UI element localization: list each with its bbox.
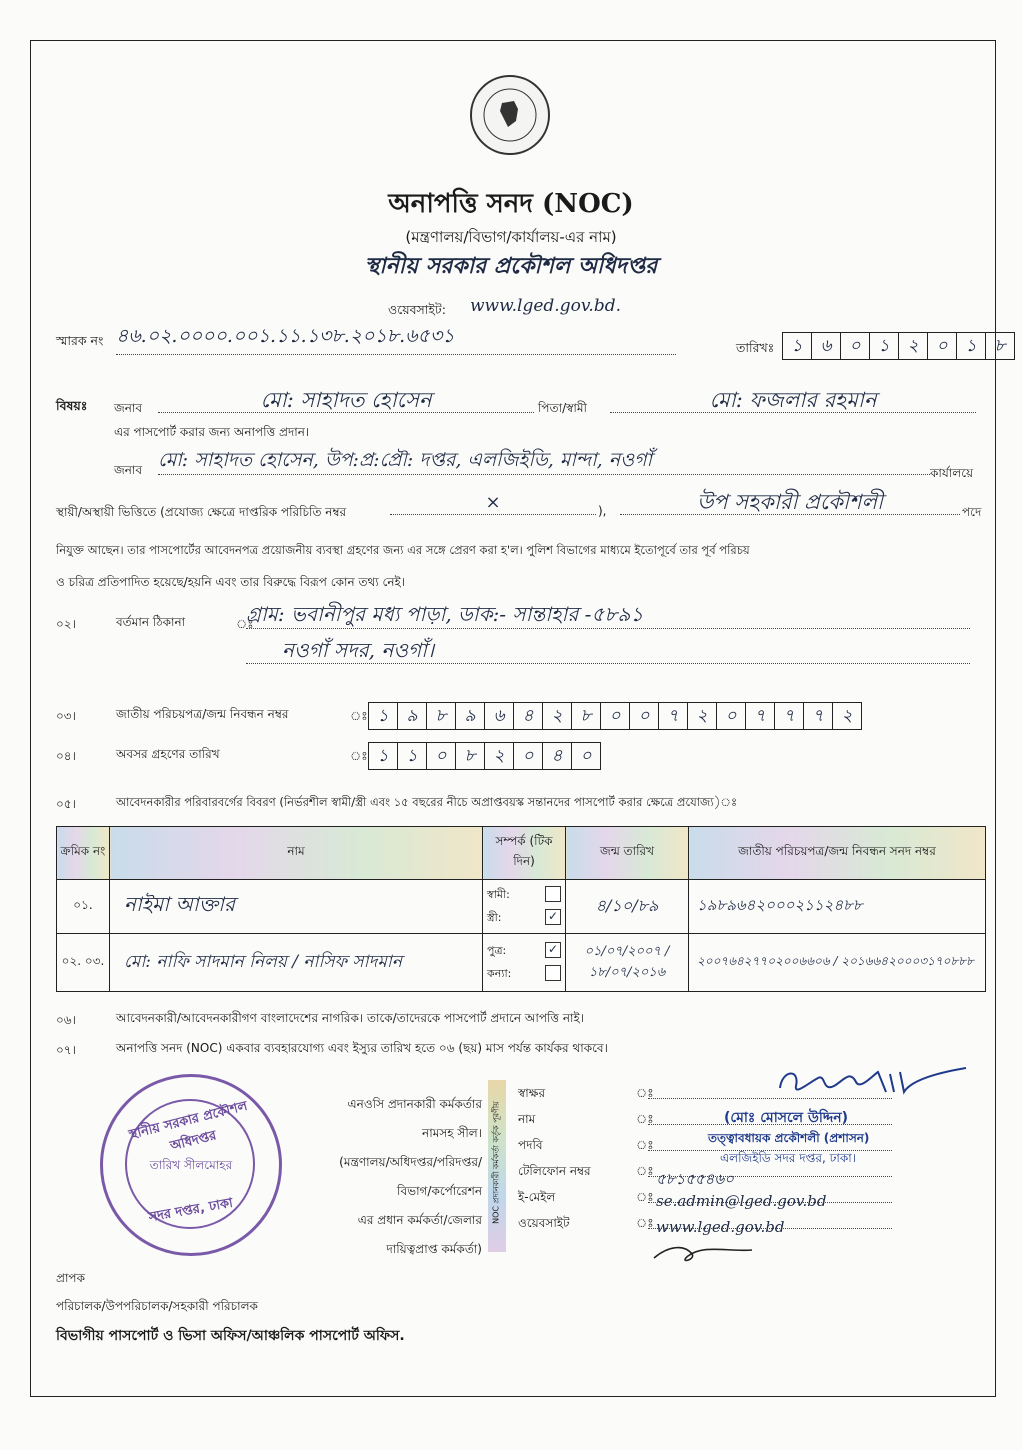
row-serial: ০১. [57,880,110,934]
issuer-line: এর প্রধান কর্মকর্তা/জেলার [357,1213,482,1227]
subject-janab: জনাব [114,401,143,415]
nid-digit: ৭ [804,703,833,729]
nid-digit: ০ [630,703,659,729]
retirement-digit: ০ [427,743,456,769]
item07-num: ০৭। [56,1043,76,1057]
subject-label: বিষয়ঃ [56,398,88,413]
colon: ঃ [636,1112,654,1126]
relation-husband-label: স্বামী: [487,887,510,901]
office-suffix: কার্যালয়ে [930,466,974,480]
date-digit: ০ [928,333,957,359]
field-label-name: নাম [518,1112,536,1126]
office-seal [100,1074,282,1256]
col-serial: ক্রমিক নং [57,827,110,880]
nid-digit: ৯ [398,703,427,729]
family-table-header [57,827,986,880]
item03-colon: ঃ [350,709,368,723]
item05-text: আবেদনকারীর পরিবারবর্গের বিবরণ (নির্ভরশীল স্বামী/স্ত্রী এবং ১৫ বছরের নীচে অপ্রাপ্তবয়স্ক সন্তানদের পাসপোর্ট করার ক্ষেত্রে প্রযোজ্য)ঃ [116,795,738,809]
date-digit: ১ [783,333,812,359]
row-nid: ২০০৭৬৪২৭৭০২০০৬৬০৬ / ২০১৬৬৪২০০০৩১৭০৮৮৮ [689,934,986,992]
row-name: নাইমা আক্তার [110,880,483,934]
field-label-phone: টেলিফোন নম্বর [518,1164,591,1178]
nid-digit: ৭ [775,703,804,729]
retirement-digit: ১ [369,743,398,769]
colon: ঃ [636,1138,654,1152]
item06-text: আবেদনকারী/আবেদনকারীগণ বাংলাদেশের নাগরিক। তাকে/তাদেরকে পাসপোর্ট প্রদানে আপত্তি নাই। [116,1011,585,1025]
father-name: মো: ফজলার রহমান [610,384,976,413]
post-suffix: পদে [962,505,982,519]
relation-son-label: পুত্র: [487,943,507,957]
relation-wife-label: স্ত্রী: [487,910,502,924]
recipient-label: প্রাপক [56,1271,85,1285]
signature-field-colons [636,1080,654,1236]
item06-num: ০৬। [56,1013,76,1027]
col-relation: সম্পর্ক (টিক দিন) [483,827,566,880]
initial-signature [648,1236,758,1270]
memo-label: স্মারক নং [56,333,104,348]
nid-digit: ২ [688,703,717,729]
body-para2: ও চরিত্র প্রতিপাদিত হয়েছে/হয়নি এবং তার বিরুদ্ধে বিরূপ কোন তথ্য নেই। [56,575,406,589]
office-name: স্থানীয় সরকার প্রকৌশল অধিদপ্তর [364,253,658,279]
phone-value: ৫৮১৫৫৪৬০ [656,1170,734,1188]
recipient-line1: পরিচালক/উপপরিচালক/সহকারী পরিচালক [56,1299,258,1313]
government-emblem [470,75,550,155]
item05-num: ০৫। [56,797,76,811]
col-name: নাম [110,827,483,880]
nid-digit: ৪ [514,703,543,729]
field-label-signature: স্বাক্ষর [518,1086,546,1100]
issuer-line: দায়িত্বপ্রাপ্ত কর্মকর্তা) [386,1242,482,1256]
applicant-name: মো: সাহাদত হোসেন [158,384,534,413]
designation: উপ সহকারী প্রকৌশলী [620,486,960,515]
subject-line2: এর পাসপোর্ট করার জন্য অনাপত্তি প্রদান। [114,425,310,439]
item02-label: বর্তমান ঠিকানা [116,615,186,629]
page-subtitle: (মন্ত্রণালয়/বিভাগ/কার্যালয়-এর নাম) [405,228,617,246]
retirement-digit: ২ [485,743,514,769]
item04-num: ০৪। [56,749,76,763]
row-name: মো: নাফি সাদমান নিলয় / নাসিফ সাদমান [110,934,483,992]
nid-digit: ০ [601,703,630,729]
colon: ঃ [636,1190,654,1204]
item04-label: অবসর গ্রহণের তারিখ [116,747,220,761]
issuer-line: বিভাগ/কর্পোরেশন [397,1184,482,1198]
item02-num: ০২। [56,617,76,631]
relation-daughter-checkbox[interactable] [545,965,561,981]
nid-digit: ১ [369,703,398,729]
item04-colon: ঃ [350,749,368,763]
col-nid: জাতীয় পরিচয়পত্র/জন্ম নিবন্ধন সনদ নম্বর [689,827,986,880]
date-digit: ২ [899,333,928,359]
issuer-line: নামসহ সীল। [422,1126,482,1140]
item07-text: অনাপত্তি সনদ (NOC) একবার ব্যবহারযোগ্য এবং ইস্যুর তারিখ হতে ০৬ (ছয়) মাস পর্যন্ত কার্যকর থাকবে। [116,1041,608,1055]
website-value: www.lged.gov.bd. [470,296,621,316]
email-value: se.admin@lged.gov.bd [656,1192,827,1210]
date-digit: ৬ [812,333,841,359]
issuer-description [290,1090,482,1264]
col-dob: জন্ম তারিখ [566,827,689,880]
retirement-digit: ১ [398,743,427,769]
row-relation [483,880,566,934]
row-dob: ৪/১০/৮৯ [566,880,689,934]
recipient-line2: বিভাগীয় পাসপোর্ট ও ভিসা অফিস/আঞ্চলিক পাসপোর্ট অফিস. [56,1328,405,1344]
date-boxes [782,332,1015,360]
row-nid: ১৯৮৯৬৪২০০০২১১২৪৮৮ [689,880,986,934]
colon: ঃ [636,1086,654,1100]
seal-inner-text: তারিখ সীলমোহর [149,1158,233,1172]
retirement-date-boxes [368,742,601,770]
body-para1: নিযুক্ত আছেন। তার পাসপোর্টের আবেদনপত্র প্রয়োজনীয় ব্যবস্থা গ্রহণের জন্য এর সঙ্গে প্রেরণ করা হ'ল। পুলিশ বিভাগের মাধ্যমে ইতোপূর্বে তার পূর্ব পরিচয় [56,543,750,557]
stamp-office: এলজিইডি সদর দপ্তর, ঢাকা। [720,1151,857,1165]
retirement-digit: ০ [514,743,543,769]
item03-num: ০৩। [56,709,76,723]
nid-digit: ০ [717,703,746,729]
map-emblem-icon [472,77,548,153]
item03-label: জাতীয় পরিচয়পত্র/জন্ম নিবন্ধন নম্বর [116,707,289,721]
field-label-designation: পদবি [518,1138,543,1152]
nid-digit: ৭ [746,703,775,729]
field-label-email: ই-মেইল [518,1190,556,1204]
relation-son-checkbox[interactable]: ✓ [545,942,561,958]
date-digit: ১ [957,333,986,359]
relation-wife-checkbox[interactable]: ✓ [545,909,561,925]
nid-digit: ২ [841,706,853,726]
seal-bottom-text: সদর দপ্তর, ঢাকা [147,1195,235,1226]
vertical-strip [488,1080,506,1252]
seal-outer-text: স্থানীয় সরকার প্রকৌশল অধিদপ্তর [127,1098,249,1155]
body-janab: জনাব [114,463,143,477]
memo-value: ৪৬.০২.০০০০.০০১.১১.১৩৮.২০১৮.৬৫৩১ [116,322,676,355]
nid-digit: ৯ [456,703,485,729]
handwritten-signature [760,1052,980,1108]
father-label: পিতা/স্বামী [538,401,587,415]
relation-husband-checkbox[interactable] [545,886,561,902]
address-line1: গ্রাম: ভবানীপুর মধ্য পাড়া, ডাক:- সান্তাহার -৫৮৯১ [246,600,970,629]
colon: ঃ [636,1216,654,1230]
retirement-digit: ৪ [543,743,572,769]
address-line2: নওগাঁ সদর, নওগাঁ। [246,636,970,664]
website-label: ওয়েবসাইট: [388,302,446,317]
colon: ঃ [636,1164,654,1178]
retirement-digit: ৮ [456,743,485,769]
signature-field-labels [518,1080,591,1236]
date-digit: ০ [841,333,870,359]
stamp-title: তত্ত্বাবধায়ক প্রকৌশলী (প্রশাসন) [708,1131,870,1145]
issuer-line: (মন্ত্রণালয়/অধিদপ্তর/পরিদপ্তর/ [339,1155,482,1169]
row-relation [483,934,566,992]
nid-digit: ৮ [427,703,456,729]
nid-digit: ২ [543,703,572,729]
nid-boxes [368,702,862,730]
issuer-line: এনওসি প্রদানকারী কর্মকর্তার [347,1097,482,1111]
table-row [57,934,986,992]
nid-digit: ৮ [572,703,601,729]
official-id: × [390,492,596,515]
item02-colon: ঃ [236,617,254,631]
applicant-office: মো: সাহাদত হোসেন, উপ:প্র:প্রৌ: দপ্তর, এলজিইডি, মান্দা, নওগাঁ [158,446,930,475]
page-title: অনাপত্তি সনদ (NOC) [388,189,634,219]
table-row [57,880,986,934]
field-label-website: ওয়েবসাইট [518,1216,570,1230]
permanent-text: স্থায়ী/অস্থায়ী ভিত্তিতে (প্রযোজ্য ক্ষেত্রে দাপ্তরিক পরিচিতি নম্বর [56,505,347,519]
paren-close: ), [598,504,607,518]
row-dob: ০১/০৭/২০০৭ / ১৮/০৭/২০১৬ [566,934,689,992]
relation-daughter-label: কন্যা: [487,966,512,980]
stamp-name: (মোঃ মোসলে উদ্দিন) [724,1110,848,1126]
nid-digit: ৭ [659,703,688,729]
website-value-footer: www.lged.gov.bd [656,1218,785,1236]
row-serial: ০২. ০৩. [57,934,110,992]
date-label: তারিখঃ [736,340,775,355]
family-table [56,826,986,992]
date-digit: ৮ [994,336,1006,356]
nid-digit: ৬ [485,703,514,729]
retirement-digit: ০ [580,746,592,766]
vertical-strip-text: NOC প্রদানকারী কর্মকর্তা কর্তৃক পূরণীয় [491,1101,501,1224]
date-digit: ১ [870,333,899,359]
